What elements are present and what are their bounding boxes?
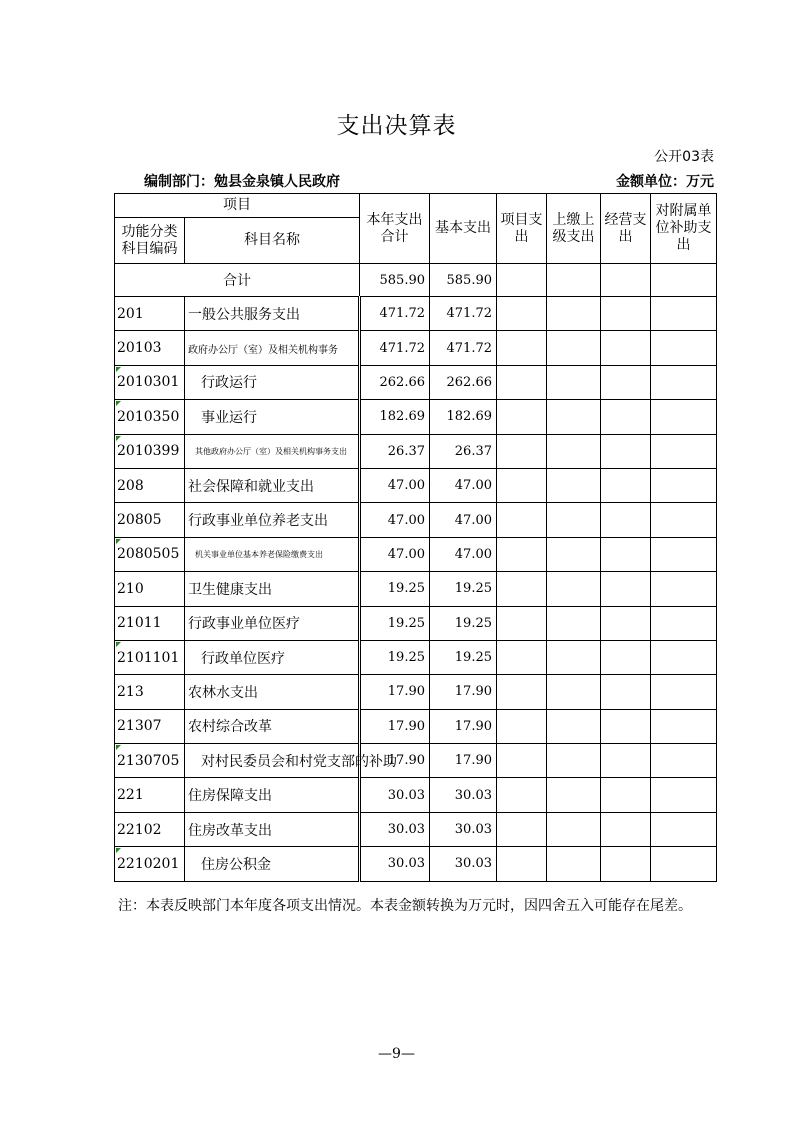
row-operating <box>601 537 651 571</box>
row-code-text: 2010301 <box>117 374 180 391</box>
row-total: 471.72 <box>360 297 430 331</box>
row-project <box>497 606 547 640</box>
row-upper <box>547 468 601 502</box>
row-upper <box>547 675 601 709</box>
row-upper <box>547 434 601 468</box>
table-row <box>115 606 717 640</box>
row-name: 社会保障和就业支出 <box>185 468 360 502</box>
row-project <box>497 744 547 778</box>
header-upper: 上缴上级支出 <box>547 194 601 264</box>
table-row <box>115 503 717 537</box>
row-basic: 19.25 <box>430 572 497 606</box>
summary-total: 585.90 <box>360 264 430 297</box>
table-row <box>115 365 717 399</box>
green-marker-icon <box>116 642 121 647</box>
expenditure-table <box>114 193 717 882</box>
row-code-text: 20103 <box>117 340 162 357</box>
row-total: 17.90 <box>360 675 430 709</box>
row-total: 17.90 <box>360 744 430 778</box>
row-subsidy <box>651 606 717 640</box>
row-basic: 17.90 <box>430 709 497 743</box>
row-name: 农村综合改革 <box>185 709 360 743</box>
green-marker-icon <box>116 745 121 750</box>
row-total: 19.25 <box>360 640 430 674</box>
row-basic: 47.00 <box>430 503 497 537</box>
row-upper <box>547 503 601 537</box>
row-upper <box>547 400 601 434</box>
row-subsidy <box>651 365 717 399</box>
unit-label: 金额单位：万元 <box>616 174 714 190</box>
table-row <box>115 331 717 365</box>
row-operating <box>601 640 651 674</box>
row-project <box>497 434 547 468</box>
header-project: 项目支出 <box>497 194 547 264</box>
table-row <box>115 709 717 743</box>
green-marker-icon <box>116 436 121 441</box>
table-row <box>115 847 717 881</box>
row-code <box>115 847 185 881</box>
row-upper <box>547 812 601 846</box>
row-subsidy <box>651 812 717 846</box>
row-project <box>497 297 547 331</box>
row-operating <box>601 572 651 606</box>
row-total: 19.25 <box>360 606 430 640</box>
row-subsidy <box>651 434 717 468</box>
row-code-text: 213 <box>117 683 144 700</box>
row-project <box>497 468 547 502</box>
header-name: 科目名称 <box>185 218 360 264</box>
row-total: 17.90 <box>360 709 430 743</box>
footnote: 注：本表反映部门本年度各项支出情况。本表金额转换为万元时，因四舍五入可能存在尾差。 <box>118 898 692 914</box>
row-basic: 47.00 <box>430 537 497 571</box>
page-number: —9— <box>378 1046 415 1062</box>
row-project <box>497 503 547 537</box>
row-upper <box>547 640 601 674</box>
row-subsidy <box>651 709 717 743</box>
row-upper <box>547 709 601 743</box>
row-operating <box>601 297 651 331</box>
row-basic: 47.00 <box>430 468 497 502</box>
row-basic: 471.72 <box>430 331 497 365</box>
row-code <box>115 778 185 812</box>
row-code <box>115 572 185 606</box>
summary-basic: 585.90 <box>430 264 497 297</box>
row-basic: 30.03 <box>430 812 497 846</box>
row-subsidy <box>651 468 717 502</box>
row-code-text: 201 <box>117 305 144 322</box>
row-name: 行政运行 <box>185 365 360 399</box>
row-name: 行政事业单位养老支出 <box>185 503 360 537</box>
row-operating <box>601 709 651 743</box>
row-upper <box>547 331 601 365</box>
table-row <box>115 297 717 331</box>
row-operating <box>601 331 651 365</box>
row-project <box>497 331 547 365</box>
row-basic: 30.03 <box>430 847 497 881</box>
row-project <box>497 675 547 709</box>
row-project <box>497 572 547 606</box>
row-project <box>497 778 547 812</box>
row-subsidy <box>651 331 717 365</box>
row-total: 30.03 <box>360 847 430 881</box>
row-code <box>115 675 185 709</box>
row-upper <box>547 297 601 331</box>
row-name: 机关事业单位基本养老保险缴费支出 <box>185 537 360 571</box>
row-operating <box>601 778 651 812</box>
header-basic: 基本支出 <box>430 194 497 264</box>
table-row <box>115 537 717 571</box>
row-code-text: 2010350 <box>117 408 180 425</box>
green-marker-icon <box>116 848 121 853</box>
row-operating <box>601 606 651 640</box>
row-code <box>115 468 185 502</box>
table-row <box>115 434 717 468</box>
row-total: 30.03 <box>360 778 430 812</box>
row-upper <box>547 606 601 640</box>
row-subsidy <box>651 847 717 881</box>
table-row <box>115 812 717 846</box>
row-total: 182.69 <box>360 400 430 434</box>
row-code <box>115 297 185 331</box>
row-code-text: 21307 <box>117 718 162 735</box>
row-name: 政府办公厅（室）及相关机构事务 <box>185 331 360 365</box>
row-subsidy <box>651 400 717 434</box>
row-code-text: 2101101 <box>117 649 180 666</box>
row-code <box>115 365 185 399</box>
row-total: 19.25 <box>360 572 430 606</box>
summary-subsidy <box>651 264 717 297</box>
row-code <box>115 434 185 468</box>
row-name: 行政单位医疗 <box>185 640 360 674</box>
row-upper <box>547 537 601 571</box>
table-row <box>115 468 717 502</box>
row-basic: 182.69 <box>430 400 497 434</box>
table-row <box>115 400 717 434</box>
row-name: 农林水支出 <box>185 675 360 709</box>
summary-project <box>497 264 547 297</box>
row-basic: 19.25 <box>430 640 497 674</box>
table-row <box>115 675 717 709</box>
row-basic: 262.66 <box>430 365 497 399</box>
row-code <box>115 812 185 846</box>
row-project <box>497 400 547 434</box>
table-row <box>115 744 717 778</box>
header-item: 项目 <box>115 194 360 218</box>
summary-label: 合计 <box>115 264 360 297</box>
department-label: 编制部门：勉县金泉镇人民政府 <box>144 174 340 190</box>
row-operating <box>601 365 651 399</box>
row-total: 47.00 <box>360 537 430 571</box>
row-code <box>115 709 185 743</box>
table-row <box>115 640 717 674</box>
row-subsidy <box>651 537 717 571</box>
row-code <box>115 537 185 571</box>
row-code-text: 2210201 <box>117 855 180 872</box>
header-subsidy: 对附属单位补助支出 <box>651 194 717 264</box>
row-upper <box>547 744 601 778</box>
row-subsidy <box>651 297 717 331</box>
row-code-text: 2010399 <box>117 443 180 460</box>
row-name: 事业运行 <box>185 400 360 434</box>
row-name: 住房保障支出 <box>185 778 360 812</box>
row-subsidy <box>651 744 717 778</box>
row-name: 卫生健康支出 <box>185 572 360 606</box>
row-operating <box>601 675 651 709</box>
row-code <box>115 503 185 537</box>
row-project <box>497 847 547 881</box>
row-project <box>497 709 547 743</box>
row-code-text: 2130705 <box>117 752 180 769</box>
summary-upper <box>547 264 601 297</box>
row-operating <box>601 468 651 502</box>
row-name: 其他政府办公厅（室）及相关机构事务支出 <box>185 434 360 468</box>
row-total: 471.72 <box>360 331 430 365</box>
row-subsidy <box>651 572 717 606</box>
row-project <box>497 537 547 571</box>
row-project <box>497 365 547 399</box>
header-total: 本年支出合计 <box>360 194 430 264</box>
row-basic: 17.90 <box>430 675 497 709</box>
row-code-text: 210 <box>117 580 144 597</box>
row-total: 262.66 <box>360 365 430 399</box>
summary-operating <box>601 264 651 297</box>
row-code-text: 2080505 <box>117 546 180 563</box>
row-total: 30.03 <box>360 812 430 846</box>
row-project <box>497 812 547 846</box>
table-row <box>115 572 717 606</box>
row-code-text: 21011 <box>117 615 162 632</box>
row-subsidy <box>651 503 717 537</box>
green-marker-icon <box>116 401 121 406</box>
row-operating <box>601 434 651 468</box>
row-code <box>115 331 185 365</box>
row-code-text: 208 <box>117 477 144 494</box>
row-upper <box>547 572 601 606</box>
row-subsidy <box>651 675 717 709</box>
row-basic: 17.90 <box>430 744 497 778</box>
row-name: 对村民委员会和村党支部的补助 <box>185 744 360 778</box>
row-code-text: 221 <box>117 787 144 804</box>
row-operating <box>601 744 651 778</box>
row-total: 47.00 <box>360 468 430 502</box>
row-name: 一般公共服务支出 <box>185 297 360 331</box>
row-code <box>115 744 185 778</box>
row-code-text: 22102 <box>117 821 162 838</box>
row-name: 住房改革支出 <box>185 812 360 846</box>
row-operating <box>601 503 651 537</box>
row-operating <box>601 847 651 881</box>
row-subsidy <box>651 640 717 674</box>
row-basic: 471.72 <box>430 297 497 331</box>
row-name: 住房公积金 <box>185 847 360 881</box>
header-operating: 经营支出 <box>601 194 651 264</box>
green-marker-icon <box>116 367 121 372</box>
row-operating <box>601 400 651 434</box>
row-upper <box>547 778 601 812</box>
page-title: 支出决算表 <box>336 113 457 139</box>
row-basic: 26.37 <box>430 434 497 468</box>
row-code <box>115 640 185 674</box>
row-code-text: 20805 <box>117 512 162 529</box>
row-code <box>115 606 185 640</box>
row-basic: 30.03 <box>430 778 497 812</box>
row-project <box>497 640 547 674</box>
row-total: 26.37 <box>360 434 430 468</box>
row-operating <box>601 812 651 846</box>
row-name: 行政事业单位医疗 <box>185 606 360 640</box>
header-code: 功能分类科目编码 <box>115 218 185 264</box>
table-row <box>115 778 717 812</box>
row-code <box>115 400 185 434</box>
row-subsidy <box>651 778 717 812</box>
green-marker-icon <box>116 539 121 544</box>
row-upper <box>547 365 601 399</box>
form-number: 公开03表 <box>654 149 714 165</box>
row-upper <box>547 847 601 881</box>
row-total: 47.00 <box>360 503 430 537</box>
row-basic: 19.25 <box>430 606 497 640</box>
